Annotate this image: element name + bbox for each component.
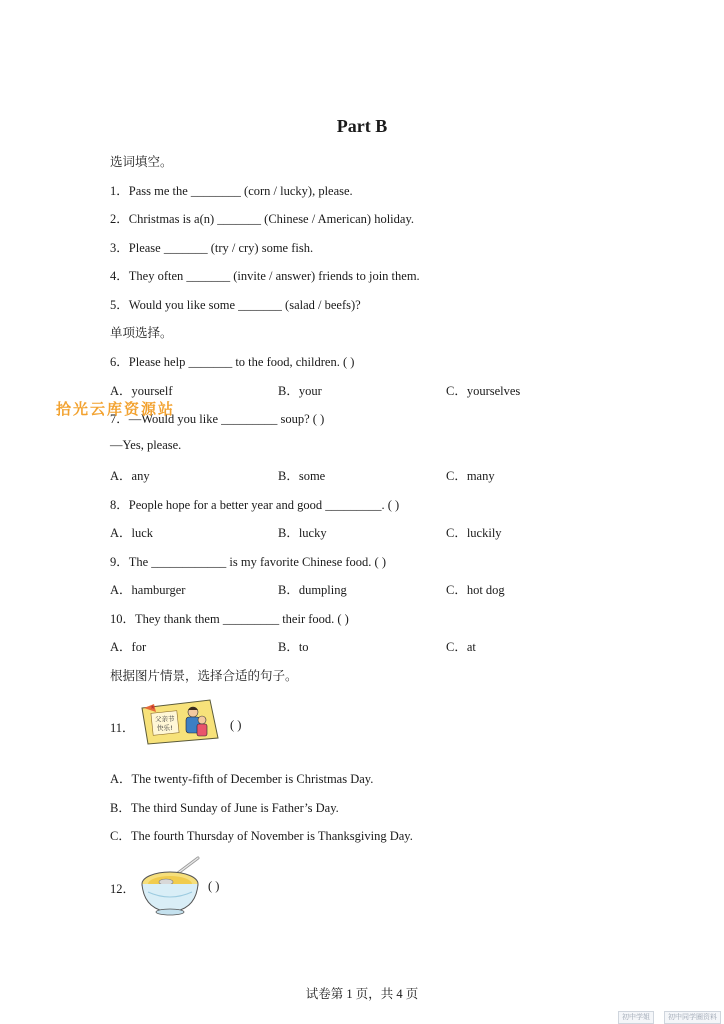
question-11-number: 11．: [110, 721, 135, 735]
watermark: 拾光云库资源站: [56, 400, 176, 418]
option-8a: A．luck: [110, 526, 154, 540]
question-10: 10．They thank them _________ their food. ( ): [110, 612, 349, 626]
option-9b: B．dumpling: [278, 583, 347, 597]
page-footer: 试卷第 1 页，共 4 页: [305, 987, 419, 1001]
option-10c: C．at: [446, 640, 476, 654]
question-12-number: 12．: [110, 882, 136, 896]
corner-badge-1: 初中学姐: [618, 1011, 654, 1024]
page-title: Part B: [336, 116, 388, 136]
question-1: 1．Pass me the ________ (corn / lucky), please.: [110, 184, 353, 198]
option-11a: A．The twenty-fifth of December is Christmas Day.: [110, 772, 374, 786]
question-7: 7．—Would you like _________ soup? ( ): [110, 412, 325, 426]
option-6c: C．yourselves: [446, 384, 521, 398]
option-11c: C．The fourth Thursday of November is Thanksgiving Day.: [110, 829, 413, 843]
option-10b: B．to: [278, 640, 309, 654]
corner-badge-2: 初中同学圈资料: [664, 1011, 721, 1024]
option-10a: A．for: [110, 640, 147, 654]
option-7b: B．some: [278, 469, 326, 483]
porridge-bowl-image: [136, 852, 206, 918]
question-3: 3．Please _______ (try / cry) some fish.: [110, 241, 314, 255]
option-11b: B．The third Sunday of June is Father’s Day.: [110, 801, 339, 815]
question-5: 5．Would you like some _______ (salad / beefs)?: [110, 298, 361, 312]
option-8b: B．lucky: [278, 526, 327, 540]
question-4: 4．They often _______ (invite / answer) friends to join them.: [110, 269, 420, 283]
section-heading-fill-in: 选词填空。: [110, 155, 173, 169]
option-6b: B．your: [278, 384, 322, 398]
question-6: 6．Please help _______ to the food, children. ( ): [110, 355, 355, 369]
option-9a: A．hamburger: [110, 583, 186, 597]
question-2: 2．Christmas is a(n) _______ (Chinese / American) holiday.: [110, 212, 415, 226]
question-8: 8．People hope for a better year and good _________. ( ): [110, 498, 400, 512]
question-12-answer-paren: ( ): [208, 879, 220, 893]
option-9c: C．hot dog: [446, 583, 505, 597]
option-8c: C．luckily: [446, 526, 502, 540]
option-7a: A．any: [110, 469, 150, 483]
question-7-reply: —Yes, please.: [110, 438, 182, 452]
option-6a: A．yourself: [110, 384, 173, 398]
section-heading-multiple-choice: 单项选择。: [110, 326, 173, 340]
svg-text:★: ★: [150, 704, 156, 711]
question-11-answer-paren: ( ): [230, 718, 242, 732]
card-text-line-2: 快乐!: [157, 724, 173, 732]
fathers-day-card-image: [138, 698, 220, 746]
option-7c: C．many: [446, 469, 495, 483]
question-9: 9．The ____________ is my favorite Chinese food. ( ): [110, 555, 386, 569]
section-heading-picture-choice: 根据图片情景，选择合适的句子。: [110, 669, 298, 683]
card-text-line-1: 父亲节: [155, 715, 175, 723]
